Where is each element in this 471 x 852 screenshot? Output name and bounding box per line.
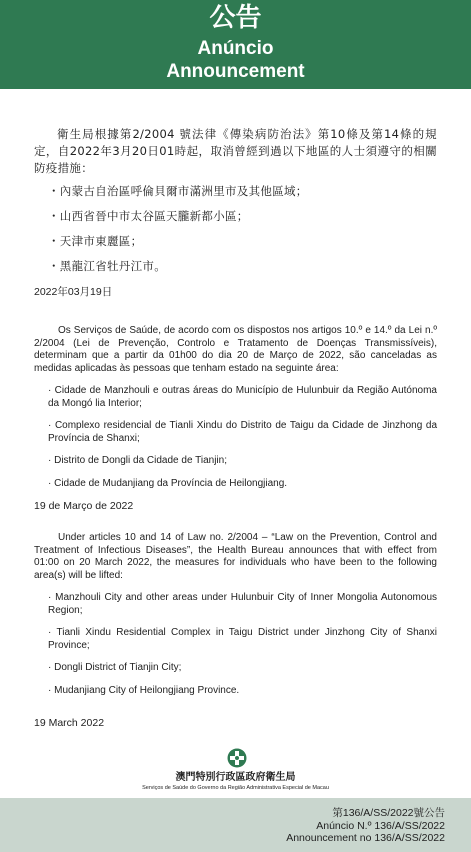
title-chinese: 公告 [209, 3, 262, 33]
portuguese-intro: Os Serviços de Saúde, de acordo com os dispostos nos artigos 10.º e 14.º da Lei n.º 2/2004 (Lei de Prevenção, Controlo e Tratamento de Doenças Transmissíveis), determinam que a partir da 01h00 do dia 20 de Março de 2022, são canceladas as medidas aplicadas às pessoas que tenham estado na seguinte área: [34, 325, 437, 374]
header-banner [0, 0, 471, 89]
portuguese-item: · Complexo residencial de Tianli Xindu do Distrito de Taigu da Cidade de Jinzhong da Província de Shanxi; [48, 420, 437, 444]
chinese-item: ・內蒙古自治區呼倫貝爾市滿洲里市及其他區域； [48, 184, 308, 198]
chinese-item: ・天津市東麗區； [48, 234, 143, 248]
english-item: · Tianli Xindu Residential Complex in Taigu District under Jinzhong City of Shanxi Province; [48, 627, 437, 651]
english-date: 19 March 2022 [34, 717, 105, 729]
title-english: Announcement [166, 61, 305, 82]
title-portuguese: Anúncio [197, 38, 274, 59]
health-bureau-logo-icon [227, 748, 247, 768]
chinese-intro: 衛生局根據第2/2004 號法律《傳染病防治法》第10條及第14條的規定，自2022年3月20日01時起，取消曾經到過以下地區的人士須遵守的相關防疫措施： [34, 127, 437, 175]
chinese-date: 2022年03月19日 [34, 286, 113, 298]
footer-bar [0, 798, 471, 852]
reference-portuguese: Anúncio N.º 136/A/SS/2022 [316, 820, 445, 832]
english-item: · Dongli District of Tianjin City; [48, 662, 182, 673]
english-item: · Mudanjiang City of Heilongjiang Province. [48, 684, 240, 696]
portuguese-item: · Cidade de Manzhouli e outras áreas do Município de Hulunbuir da Região Autónoma da Mongó lia Interior; [48, 385, 437, 409]
chinese-item: ・山西省晉中市太谷區天朧新都小區； [48, 209, 249, 223]
announcement-body [34, 126, 437, 729]
reference-english: Announcement no 136/A/SS/2022 [286, 832, 445, 844]
english-item: · Manzhouli City and other areas under Hulunbuir City of Inner Mongolia Autonomous Region; [48, 592, 437, 616]
issuer-name-portuguese: Serviços de Saúde do Governo da Região Administrativa Especial de Macau [142, 785, 329, 791]
reference-chinese: 第136/A/SS/2022號公告 [332, 807, 445, 819]
english-intro: Under articles 10 and 14 of Law no. 2/2004 – “Law on the Prevention, Control and Treatment of Infectious Diseases”, the Health Bureau announces that with effect from 01:00 on 20 March 2022, the measures for individuals who have been to the following area(s) will be lifted: [34, 532, 437, 581]
portuguese-item: · Distrito de Dongli da Cidade de Tianjin; [48, 455, 227, 466]
portuguese-date: 19 de Março de 2022 [34, 500, 134, 512]
chinese-item: ・黑龍江省牡丹江市。 [48, 259, 166, 273]
portuguese-item: · Cidade de Mudanjiang da Província de Heilongjiang. [48, 477, 288, 489]
issuer-name-chinese: 澳門特別行政區政府衛生局 [175, 772, 296, 783]
